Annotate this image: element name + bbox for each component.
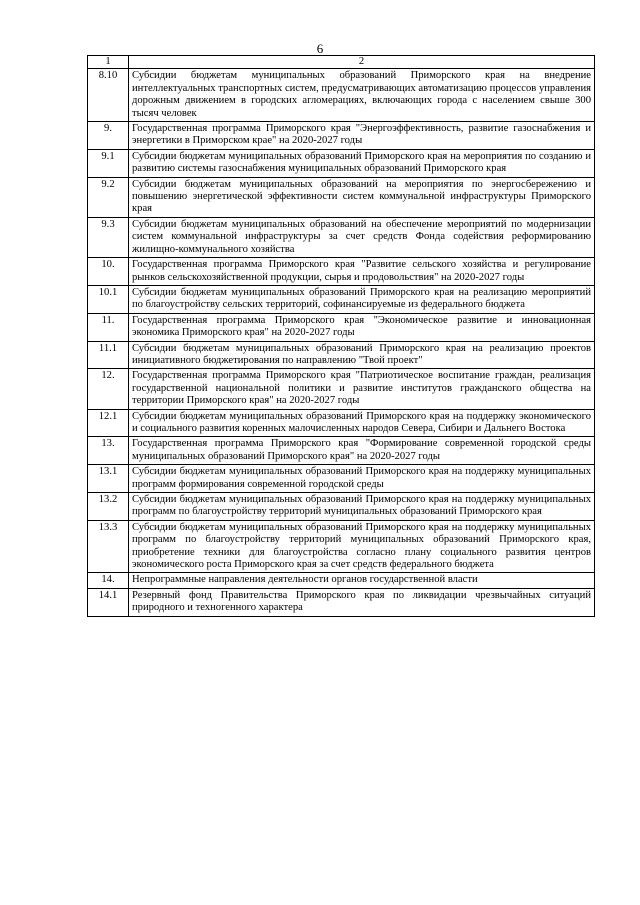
table-row: [88, 313, 595, 341]
subsidy-table: [87, 55, 595, 617]
row-number: 13.2: [88, 493, 129, 521]
row-text: Государственная программа Приморского края "Формирование современной городской среды муниципальных образований Приморского края" на 2020-2027 годы: [129, 437, 595, 465]
table-header-row: [88, 56, 595, 69]
table-row: [88, 465, 595, 493]
row-text: Субсидии бюджетам муниципальных образований Приморского края на реализацию проектов инициативного бюджетирования по направлению "Твой проект": [129, 341, 595, 369]
row-number: 13.3: [88, 520, 129, 573]
column-header-1: 1: [88, 56, 129, 69]
table-row: [88, 369, 595, 409]
table-row: [88, 258, 595, 286]
row-text: Резервный фонд Правительства Приморского края по ликвидации чрезвычайных ситуаций природного и техногенного характера: [129, 588, 595, 616]
row-text: Государственная программа Приморского края "Экономическое развитие и инновационная экономика Приморского края" на 2020-2027 годы: [129, 313, 595, 341]
row-text: Субсидии бюджетам муниципальных образований на мероприятия по энергосбережению и повышению энергетической эффективности систем коммунальной инфраструктуры Приморского края: [129, 177, 595, 217]
row-text: Государственная программа Приморского края "Энергоэффективность, развитие газоснабжения и энергетики в Приморском крае" на 2020-2027 годы: [129, 122, 595, 150]
row-number: 9.1: [88, 149, 129, 177]
page-number: 6: [316, 41, 324, 56]
table-row: [88, 520, 595, 573]
table-row: [88, 177, 595, 217]
row-number: 12.: [88, 369, 129, 409]
row-text: Субсидии бюджетам муниципальных образований Приморского края на поддержку муниципальных программ формирования современной городской среды: [129, 465, 595, 493]
table-row: [88, 69, 595, 122]
table-row: [88, 149, 595, 177]
row-number: 9.2: [88, 177, 129, 217]
table-row: [88, 122, 595, 150]
row-number: 14.1: [88, 588, 129, 616]
table-row: [88, 437, 595, 465]
row-number: 11.1: [88, 341, 129, 369]
table-row: [88, 409, 595, 437]
row-number: 9.: [88, 122, 129, 150]
row-text: Субсидии бюджетам муниципальных образований Приморского края на поддержку муниципальных программ по благоустройству территорий муниципальных образований Приморского края, приобретение техники для благоустройства согласно плану социального развития центров экономического роста Приморского края за счет средств федерального бюджета: [129, 520, 595, 573]
row-text: Субсидии бюджетам муниципальных образований Приморского края на мероприятия по созданию и развитию системы газоснабжения муниципальных образований Приморского края: [129, 149, 595, 177]
row-number: 13.1: [88, 465, 129, 493]
row-number: 8.10: [88, 69, 129, 122]
row-number: 13.: [88, 437, 129, 465]
row-text: Субсидии бюджетам муниципальных образований Приморского края на поддержку экономического и социального развития коренных малочисленных народов Севера, Сибири и Дальнего Востока: [129, 409, 595, 437]
table-row: [88, 588, 595, 616]
row-text: Государственная программа Приморского края "Патриотическое воспитание граждан, реализация государственной национальной политики и развитие институтов гражданского общества на территории Приморского края" на 2020-2027 годы: [129, 369, 595, 409]
table-row: [88, 493, 595, 521]
table-row: [88, 285, 595, 313]
table-row: [88, 217, 595, 257]
row-text: Непрограммные направления деятельности органов государственной власти: [129, 573, 595, 588]
row-number: 14.: [88, 573, 129, 588]
row-number: 10.1: [88, 285, 129, 313]
column-header-2: 2: [129, 56, 595, 69]
row-text: Субсидии бюджетам муниципальных образований на обеспечение мероприятий по модернизации систем коммунальной инфраструктуры за счет средств Фонда содействия реформированию жилищно-коммунального хозяйства: [129, 217, 595, 257]
row-number: 10.: [88, 258, 129, 286]
row-text: Субсидии бюджетам муниципальных образований Приморского края на внедрение интеллектуальных транспортных систем, предусматривающих автоматизацию процессов управления дорожным движением в городских агломерациях, включающих города с населением свыше 300 тысяч человек: [129, 69, 595, 122]
row-number: 9.3: [88, 217, 129, 257]
row-text: Субсидии бюджетам муниципальных образований Приморского края на поддержку муниципальных программ по благоустройству территорий муниципальных образований Приморского края: [129, 493, 595, 521]
table-row: [88, 341, 595, 369]
row-number: 12.1: [88, 409, 129, 437]
table-row: [88, 573, 595, 588]
row-number: 11.: [88, 313, 129, 341]
row-text: Государственная программа Приморского края "Развитие сельского хозяйства и регулирование рынков сельскохозяйственной продукции, сырья и продовольствия" на 2020-2027 годы: [129, 258, 595, 286]
row-text: Субсидии бюджетам муниципальных образований Приморского края на реализацию мероприятий по благоустройству сельских территорий, софинансируемые из федерального бюджета: [129, 285, 595, 313]
